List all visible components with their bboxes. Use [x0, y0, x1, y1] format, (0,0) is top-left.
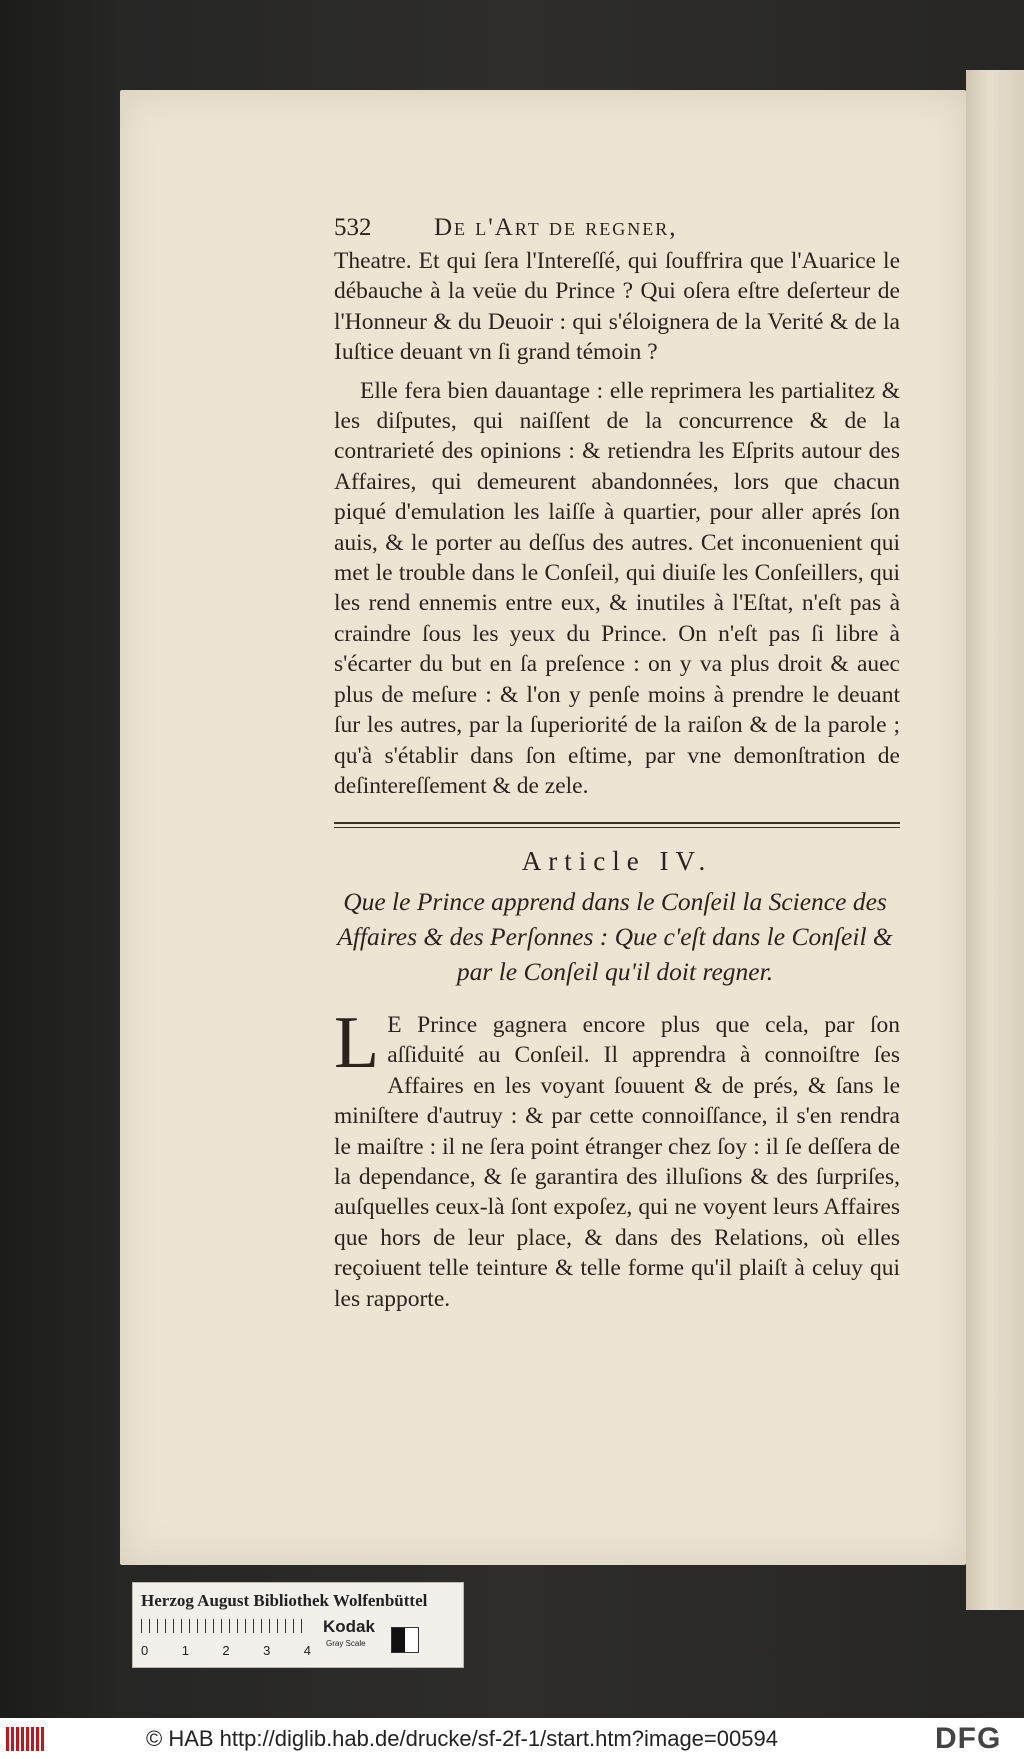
ruler-number: 2 — [222, 1643, 230, 1658]
drop-cap: L — [334, 1002, 380, 1084]
kodak-brand: Kodak — [323, 1617, 375, 1636]
text-bottom — [334, 1002, 900, 1314]
page-header — [334, 214, 900, 244]
running-head: De l'Art de regner, — [434, 214, 678, 241]
ruler-number: 4 — [303, 1643, 311, 1658]
dfg-logo: DFG — [935, 1722, 1002, 1755]
page-number: 532 — [334, 214, 372, 241]
ruler-scale — [141, 1619, 306, 1633]
paragraph-1: Theatre. Et qui ſera l'Intereſſé, qui ſouffrira que l'Auarice le débauche à la veüe du Prince ? Qui oſera eſtre deſerteur de l'Honneur & du Deuoir : qui s'éloignera de la Verité & de la Iuſtice deuant vn ſi grand témoin ? — [334, 248, 900, 366]
label-title: Herzog August Bibliothek Wolfenbüttel — [141, 1591, 428, 1610]
paragraph-2: Elle fera bien dauantage : elle reprimera les partialitez & les diſputes, qui naiſſent de la concurrence & de la contrarieté des opinions : & retiendra les Eſprits autour des Affaires, qui demeurent abandonnées, lors que chacun piqué d'emulation les laiſſe à quartier, pour aller aprés ſon auis, & le porter au deſſus des autres. Cet inconuenient qui met le trouble dans le Conſeil, qui diuiſe les Conſeillers, qui les rend ennemis entre eux, & inutiles à l'Eſtat, n'eſt pas à craindre ſous les yeux du Prince. On n'eſt pas ſi libre à s'écarter du but en ſa preſence : on y va plus droit & auec plus de meſure : & l'on y penſe moins à prendre le deuant ſur les autres, par la ſuperiorité de la raiſon & de la parole ; qu'à s'établir dans ſon eſtime, par vne demonſtration de deſintereſſement & de zele. — [334, 377, 900, 799]
ruler-numbers — [141, 1643, 311, 1658]
article-title: Article IV. — [521, 846, 713, 876]
ruler-number: 1 — [181, 1643, 189, 1658]
ruler-number: 0 — [141, 1643, 149, 1658]
library-label — [132, 1582, 464, 1668]
barcode-icon — [6, 1727, 46, 1751]
ruler-number: 3 — [263, 1643, 271, 1658]
section-rule-top — [334, 822, 900, 824]
footer-link[interactable]: © HAB http://diglib.hab.de/drucke/sf-2f-1/start.htm?image=00594 — [146, 1726, 778, 1751]
paragraph-3: E Prince gagnera encore plus que cela, par ſon aſſiduité au Conſeil. Il apprendra à connoiſtre ſes Affaires en les voyant ſouuent & de prés, & ſans le miniſtere d'autruy : & par cette connoiſſance, il s'en rendra le maiſtre : il ne ſera point étranger chez ſoy : il ſe deſſera de la dependance, & ſe garantira des illuſions & des ſurpriſes, auſquelles ceux-là ſont expoſez, qui ne voyent leurs Affaires que hors de leur place, & dans des Relations, où elles reçoiuent telle teinture & telle forme qu'il plaiſt à celuy qui les rapporte. — [334, 1012, 900, 1312]
section-rule-bottom — [334, 827, 900, 828]
text-top — [334, 246, 900, 801]
article-subtitle: Que le Prince apprend dans le Conſeil la Science des Affaires & des Perſonnes : Que c'eſt dans le Conſeil & par le Conſeil qu'il doit regner. — [337, 887, 893, 986]
gray-scale-caption: Gray Scale — [326, 1639, 366, 1648]
footer-bar — [0, 1718, 1024, 1759]
gray-swatch — [391, 1627, 419, 1653]
next-page-edge — [966, 70, 1024, 1610]
